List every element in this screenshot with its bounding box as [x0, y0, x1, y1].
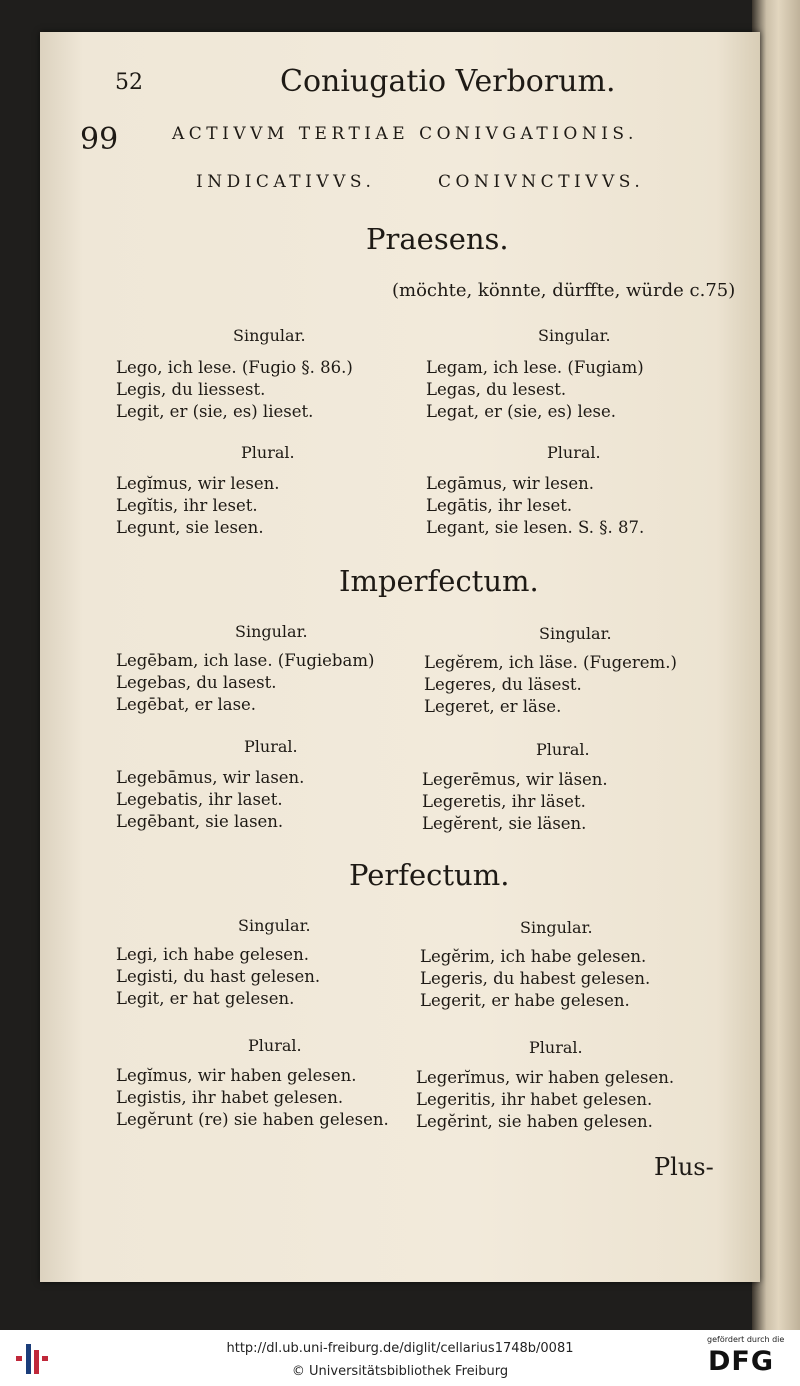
conjugation-form: Legebas, du lasest. — [116, 673, 277, 692]
conjugation-form: Legeretis, ihr läset. — [422, 792, 586, 811]
conjugation-form: Legerēmus, wir läsen. — [422, 770, 608, 789]
copyright-notice: © Universitätsbibliothek Freiburg — [291, 1364, 509, 1379]
conjunctive-heading: CONIVNCTIVVS. — [438, 172, 645, 192]
conjugation-form: Legebāmus, wir lasen. — [116, 768, 305, 787]
imperfectum-conj-plural-label: Plural. — [536, 740, 590, 759]
conjugation-form: Legeritis, ihr habet gelesen. — [416, 1090, 653, 1109]
imperfectum-ind-plural-label: Plural. — [244, 737, 298, 756]
conjugation-form: Legēbam, ich lase. (Fugiebam) — [116, 651, 375, 670]
conjugation-form: Legistis, ihr habet gelesen. — [116, 1088, 344, 1107]
imperfectum-conj-singular-label: Singular. — [539, 624, 612, 643]
conjugation-form: Legas, du lesest. — [426, 380, 567, 399]
perfectum-conj-plural-label: Plural. — [529, 1038, 583, 1057]
conjugation-form: Legunt, sie lesen. — [116, 518, 264, 537]
conjugation-form: Legāmus, wir lesen. — [426, 474, 595, 493]
conjugation-form: Legisti, du hast gelesen. — [116, 967, 321, 986]
permalink[interactable]: http://dl.ub.uni-freiburg.de/diglit/cellarius1748b/0081 — [226, 1341, 574, 1356]
conjugation-form: Lego, ich lese. (Fugio §. 86.) — [116, 358, 353, 377]
conjugation-form: Legĕrem, ich läse. (Fugerem.) — [424, 653, 677, 672]
conjugation-form: Legĕrim, ich habe gelesen. — [420, 947, 647, 966]
conjugation-form: Legĭmus, wir haben gelesen. — [116, 1066, 357, 1085]
catchword: Plus- — [654, 1153, 714, 1181]
praesens-ind-singular-label: Singular. — [233, 326, 306, 345]
conjugation-form: Legēbat, er lase. — [116, 695, 257, 714]
conjugation-form: Legĕrent, sie läsen. — [422, 814, 587, 833]
conjugation-form: Legerit, er habe gelesen. — [420, 991, 630, 1010]
page-number: 52 — [115, 70, 143, 95]
conjugation-form: Legeris, du habest gelesen. — [420, 969, 651, 988]
conjugation-form: Legātis, ihr leset. — [426, 496, 573, 515]
conjugation-form: Legeret, er läse. — [424, 697, 562, 716]
conjugation-form: Legam, ich lese. (Fugiam) — [426, 358, 644, 377]
conjugation-form: Legĭtis, ihr leset. — [116, 496, 258, 515]
conjugation-form: Legebatis, ihr laset. — [116, 790, 283, 809]
conjugation-form: Legit, er hat gelesen. — [116, 989, 295, 1008]
tense-title-perfectum: Perfectum. — [349, 858, 510, 892]
imperfectum-ind-singular-label: Singular. — [235, 622, 308, 641]
margin-number: 99 — [80, 122, 119, 157]
conjugation-form: Legit, er (sie, es) lieset. — [116, 402, 314, 421]
running-head: Coniugatio Verborum. — [280, 64, 616, 99]
perfectum-ind-plural-label: Plural. — [248, 1036, 302, 1055]
indicative-heading: INDICATIVVS. — [196, 172, 376, 192]
praesens-note: (möchte, könnte, dürffte, würde c.75) — [392, 280, 736, 301]
conjugation-form: Legeres, du läsest. — [424, 675, 582, 694]
praesens-conj-plural-label: Plural. — [547, 443, 601, 462]
praesens-ind-plural-label: Plural. — [241, 443, 295, 462]
conjugation-form: Legat, er (sie, es) lese. — [426, 402, 617, 421]
funded-by-label: gefördert durch die — [707, 1335, 785, 1344]
tense-title-imperfectum: Imperfectum. — [339, 564, 539, 598]
praesens-conj-singular-label: Singular. — [538, 326, 611, 345]
conjugation-form: Legĕrunt (re) sie haben gelesen. — [116, 1110, 389, 1129]
conjugation-form: Legerĭmus, wir haben gelesen. — [416, 1068, 675, 1087]
conjugation-form: Legĕrint, sie haben gelesen. — [416, 1112, 653, 1131]
dfg-logo: DFG — [708, 1346, 775, 1377]
section-heading: ACTIVVM TERTIAE CONIVGATIONIS. — [172, 124, 638, 144]
conjugation-form: Legĭmus, wir lesen. — [116, 474, 280, 493]
conjugation-form: Legi, ich habe gelesen. — [116, 945, 309, 964]
conjugation-form: Legēbant, sie lasen. — [116, 812, 284, 831]
conjugation-form: Legis, du liessest. — [116, 380, 266, 399]
perfectum-ind-singular-label: Singular. — [238, 916, 311, 935]
perfectum-conj-singular-label: Singular. — [520, 918, 593, 937]
conjugation-form: Legant, sie lesen. S. §. 87. — [426, 518, 645, 537]
tense-title-praesens: Praesens. — [366, 222, 509, 256]
